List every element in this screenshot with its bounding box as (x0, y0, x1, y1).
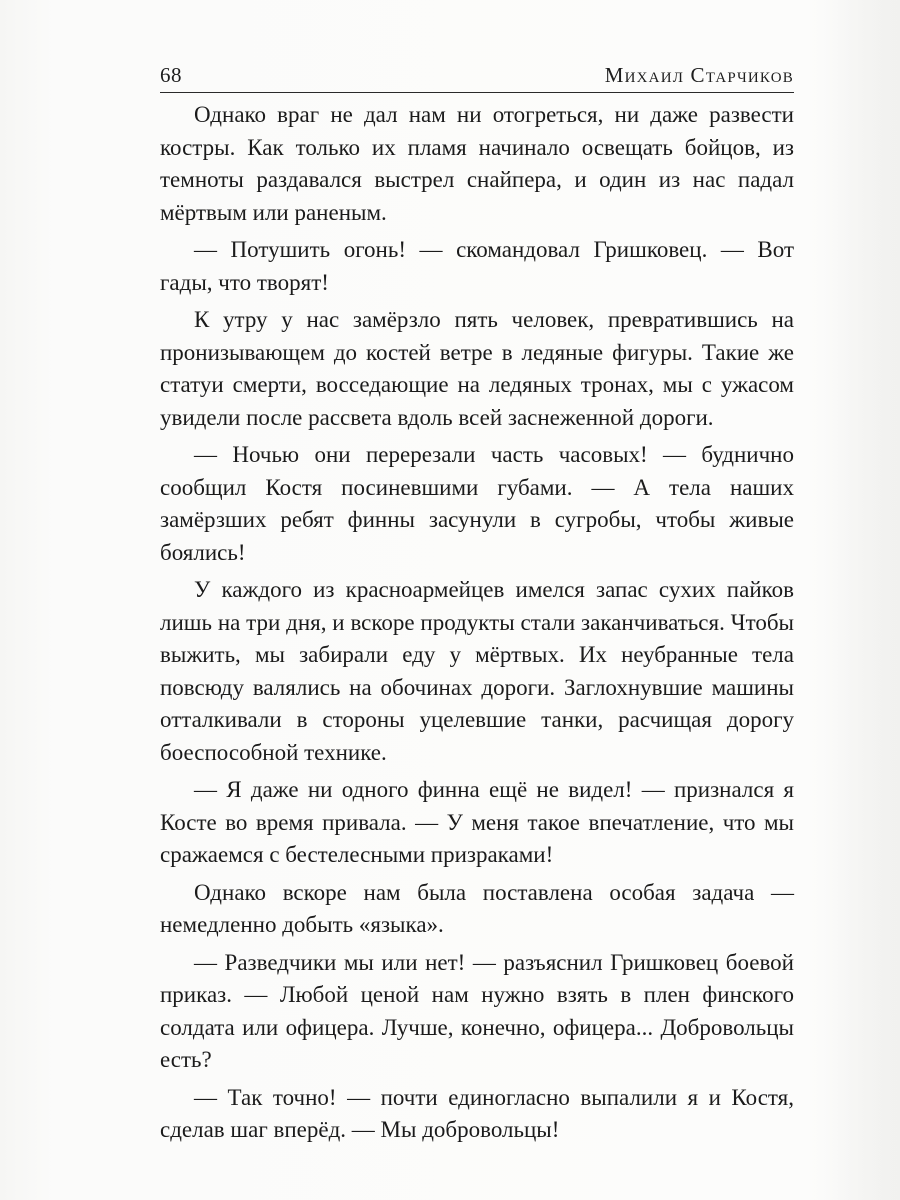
page-number: 68 (160, 63, 182, 87)
header-rule (160, 92, 794, 93)
paragraph: Однако вскоре нам была поставлена особая задача — немедленно добыть «языка». (160, 879, 794, 937)
paragraph: Однако враг не дал нам ни отогреться, ни даже развести костры. Как только их пламя начинало освещать бойцов, из темноты раздавался выстрел снайпера, и один из нас падал мёртвым или раненым. (160, 102, 794, 225)
page-header (160, 52, 794, 88)
running-title: Михаил Старчиков (604, 63, 794, 87)
paragraph: У каждого из красноармейцев имелся запас сухих пайков лишь на три дня, и вскоре продукты стали заканчиваться. Чтобы выжить, мы забирали еду у мёртвых. Их неубранные тела повсюду валялись на обочинах дороги. Заглохнувшие машины отталкивали в стороны уцелевшие танки, расчищая дорогу боеспособной технике. (160, 577, 794, 765)
body-text (160, 99, 794, 1152)
paragraph: К утру у нас замёрзло пять человек, превратившись на пронизывающем до костей ветре в ледяные фигуры. Такие же статуи смерти, восседающие на ледяных тронах, мы с ужасом увидели после рассвета вдоль всей заснеженной дороги. (160, 307, 794, 430)
paragraph: — Я даже ни одного финна ещё не видел! — признался я Косте во время привала. — У меня такое впечатление, что мы сражаемся с бестелесными призраками! (160, 777, 794, 867)
paragraph: — Так точно! — почти единогласно выпалили я и Костя, сделав шаг вперёд. — Мы добровольцы! (160, 1084, 794, 1142)
paragraph: — Разведчики мы или нет! — разъяснил Гришковец боевой приказ. — Любой ценой нам нужно взять в плен финского солдата или офицера. Лучше, конечно, офицера... Добровольцы есть? (160, 949, 794, 1072)
paragraph: — Ночью они перерезали часть часовых! — буднично сообщил Костя посиневшими губами. — А тела наших замёрзших ребят финны засунули в сугробы, чтобы живые боялись! (160, 442, 794, 565)
paragraph: — Потушить огонь! — скомандовал Гришковец. — Вот гады, что творят! (160, 237, 794, 295)
page-edge-shadow (808, 0, 900, 1200)
